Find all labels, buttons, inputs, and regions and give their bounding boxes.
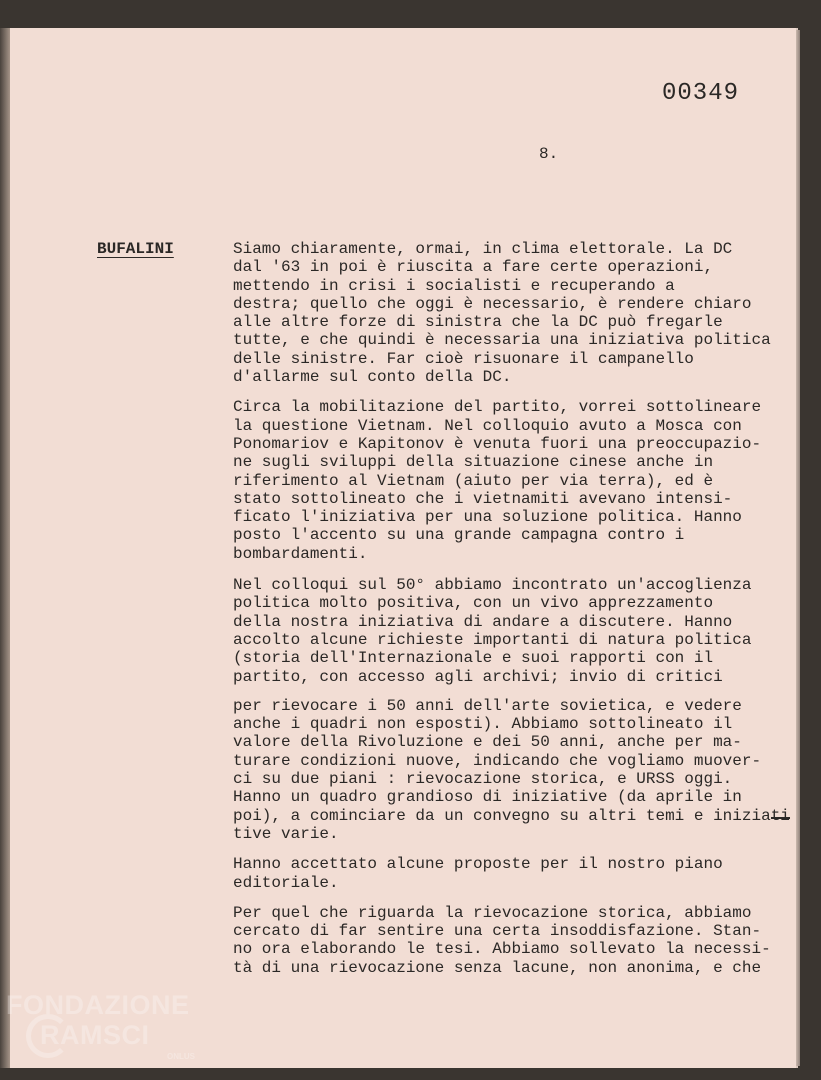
text-line: tive varie. <box>233 824 339 843</box>
text-line: (storia dell'Internazionale e suoi rapporti con il <box>233 649 714 668</box>
text-line: cercato di far sentire una certa insoddisfazione. Stan- <box>233 922 762 941</box>
watermark-line-1: FONDAZIONE <box>6 990 190 1020</box>
paragraph-6 <box>233 904 793 977</box>
text-line: tutte, e che quindi è necessaria una iniziativa politica <box>233 331 771 350</box>
text-line: delle sinistre. Far cioè risuonare il campanello <box>233 349 694 368</box>
document-number: 00349 <box>662 80 740 107</box>
text-line: valore della Rivoluzione e dei 50 anni, anche per ma- <box>233 733 742 752</box>
text-line: no ora elaborando le tesi. Abbiamo sollevato la necessi- <box>233 940 771 959</box>
text-line: Hanno accettato alcune proposte per il nostro piano <box>233 855 723 874</box>
paragraph-5 <box>233 855 793 892</box>
paragraph-4 <box>233 697 793 843</box>
text-line: dal '63 in poi è riuscita a fare certe operazioni, <box>233 258 714 277</box>
paragraph-1 <box>233 240 793 386</box>
text-line: ne sugli sviluppi della situazione cinese anche in <box>233 453 714 472</box>
text-line: della nostra iniziativa di andare a discutere. Hanno <box>233 612 733 631</box>
struck-text: ti <box>770 806 790 825</box>
binding-edge <box>0 28 10 1068</box>
watermark-line-2: RAMSCI <box>40 1020 150 1050</box>
text-line: turare condizioni nuove, indicando che vogliamo muover- <box>233 751 762 770</box>
text-line: destra; quello che oggi è necessario, è rendere chiaro <box>233 294 752 313</box>
text-line: alle altre forze di sinistra che la DC può fregarle <box>233 313 723 332</box>
page-number: 8. <box>539 145 559 163</box>
text-segment: poi), a cominciare da un convegno su altri temi e inizia <box>233 806 771 825</box>
text-line: per rievocare i 50 anni dell'arte sovietica, e vedere <box>233 696 742 715</box>
page-edge-shadow <box>796 30 800 1066</box>
text-line: mettendo in crisi i socialisti e recuperando a <box>233 276 675 295</box>
text-line: Per quel che riguarda la rievocazione storica, abbiamo <box>233 903 752 922</box>
text-line: tà di una rievocazione senza lacune, non anonima, e che <box>233 958 762 977</box>
text-line: Siamo chiaramente, ormai, in clima elettorale. La DC <box>233 240 733 258</box>
text-line: stato sottolineato che i vietnamiti avevano intensi- <box>233 489 733 508</box>
text-line: partito, con accesso agli archivi; invio di critici <box>233 667 723 686</box>
text-line: accolto alcune richieste importanti di natura politica <box>233 630 752 649</box>
text-line: politica molto positiva, con un vivo apprezzamento <box>233 594 714 613</box>
paragraph-2 <box>233 398 793 563</box>
text-line: riferimento al Vietnam (aiuto per via terra), ed è <box>233 471 714 490</box>
fondazione-gramsci-watermark <box>2 990 212 1070</box>
watermark-onlus: ONLUS <box>167 1052 195 1061</box>
text-line-with-overstrike <box>233 807 793 825</box>
text-line: Nel colloqui sul 50° abbiamo incontrato un'accoglienza <box>233 576 752 595</box>
text-line: Circa la mobilitazione del partito, vorrei sottolineare <box>233 398 762 417</box>
text-line: Ponomariov e Kapitonov è venuta fuori una preoccupazio- <box>233 434 762 453</box>
transcript-body <box>233 240 793 977</box>
text-line: Hanno un quadro grandioso di iniziative (da aprile in <box>233 788 742 807</box>
text-line: la questione Vietnam. Nel colloquio avuto a Mosca con <box>233 416 742 435</box>
text-line: d'allarme sul conto della DC. <box>233 368 512 387</box>
speaker-name: BUFALINI <box>97 240 174 258</box>
paragraph-3 <box>233 576 793 686</box>
text-line: ci su due piani : rievocazione storica, e URSS oggi. <box>233 770 733 789</box>
text-line: posto l'accento su una grande campagna contro i <box>233 526 685 545</box>
text-line: ficato l'iniziativa per una soluzione politica. Hanno <box>233 508 742 527</box>
text-line: bombardamenti. <box>233 544 368 563</box>
text-line: anche i quadri non esposti). Abbiamo sottolineato il <box>233 715 733 734</box>
text-line: editoriale. <box>233 873 339 892</box>
